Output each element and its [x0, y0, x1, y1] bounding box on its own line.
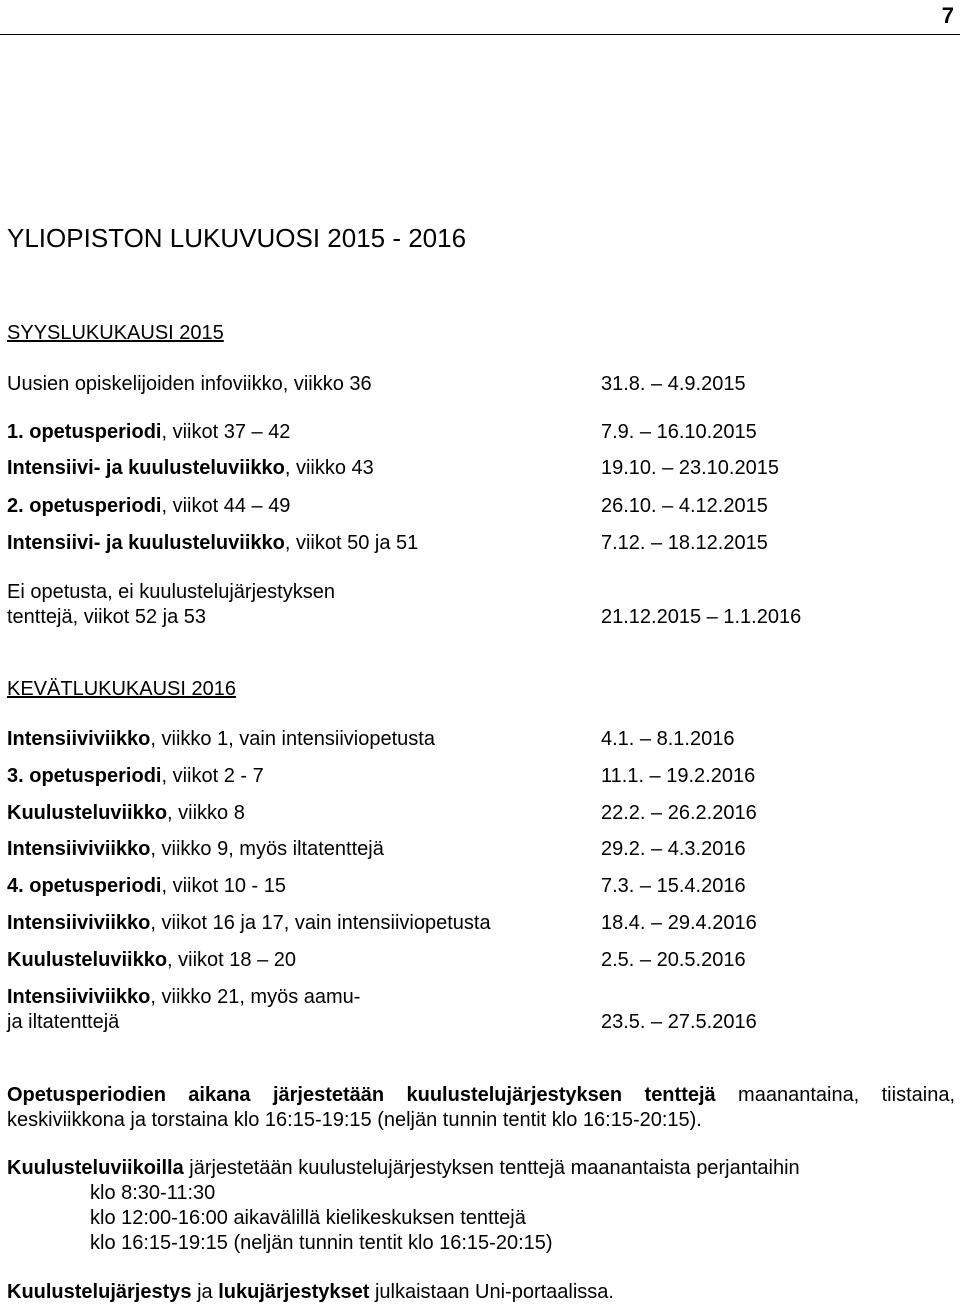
spring-row — [7, 948, 296, 972]
row-label: , viikot 18 – 20 — [167, 949, 296, 971]
autumn-row — [7, 456, 374, 480]
autumn-row-date: 26.10. – 4.12.2015 — [601, 495, 768, 517]
spring-row — [7, 911, 491, 935]
spring-row-date: 23.5. – 27.5.2016 — [601, 1011, 757, 1033]
spring-row-date: 11.1. – 19.2.2016 — [601, 765, 756, 787]
autumn-row — [7, 494, 290, 518]
row-label-bold: 4. opetusperiodi — [7, 875, 162, 897]
no-teaching-line1: Ei opetusta, ei kuulustelujärjestyksen — [7, 581, 335, 603]
note-time-line: klo 12:00-16:00 aikavälillä kielikeskuksen tenttejä — [90, 1207, 526, 1229]
row-label: , viikko 8 — [167, 802, 245, 824]
row-label: , viikot 10 - 15 — [161, 875, 286, 897]
row-label-bold: 2. opetusperiodi — [7, 495, 162, 517]
note-bold: Kuulusteluviikoilla — [7, 1157, 184, 1179]
note-time-line: klo 16:15-19:15 (neljän tunnin tentit klo 16:15-20:15) — [90, 1232, 553, 1254]
no-teaching-date: 21.12.2015 – 1.1.2016 — [601, 606, 802, 628]
autumn-row-date: 7.12. – 18.12.2015 — [601, 532, 768, 554]
spring-row-date: 29.2. – 4.3.2016 — [601, 838, 746, 860]
row-label: , viikot 50 ja 51 — [284, 532, 419, 554]
note-line — [7, 1156, 955, 1181]
page-header — [0, 0, 960, 35]
spring-row — [7, 764, 264, 788]
spring-row-date: 22.2. – 26.2.2016 — [601, 802, 757, 824]
no-teaching-line2: tenttejä, viikot 52 ja 53 — [7, 606, 207, 628]
row-label: , viikko 9, myös iltatenttejä — [150, 838, 384, 860]
row-label-bold: Intensiiviviikko — [7, 728, 151, 750]
row-label-bold: Intensiiviviikko — [7, 986, 151, 1008]
row-label: , viikko 43 — [284, 457, 374, 479]
spring-last-line2: ja iltatenttejä — [7, 1011, 120, 1033]
row-label: , viikot 16 ja 17, vain intensiiviopetusta — [150, 912, 491, 934]
note-text: maanantaina, tiistaina, keskiviikkona ja torstaina klo 16:15-19:15 (neljän tunnin tentit klo 16:15-20:15). — [7, 1084, 955, 1131]
spring-row — [7, 801, 245, 825]
row-label: , viikot 44 – 49 — [161, 495, 291, 517]
autumn-row-date: 19.10. – 23.10.2015 — [601, 457, 779, 479]
autumn-row — [7, 531, 418, 555]
row-label: Uusien opiskelijoiden infoviikko, viikko 36 — [7, 373, 372, 395]
row-label-bold: Intensiivi- ja kuulusteluviikko — [7, 457, 285, 479]
row-label-bold: 3. opetusperiodi — [7, 765, 162, 787]
row-label: , viikot 37 – 42 — [161, 421, 291, 443]
row-label: , viikko 1, vain intensiiviopetusta — [150, 728, 435, 750]
page-number: 7 — [941, 3, 954, 28]
note-text: julkaistaan Uni-portaalissa. — [369, 1281, 614, 1303]
row-label-bold: 1. opetusperiodi — [7, 421, 162, 443]
page-title: YLIOPISTON LUKUVUOSI 2015 - 2016 — [7, 223, 467, 253]
row-label-bold: Intensiiviviikko — [7, 838, 151, 860]
row-label: , viikko 21, myös aamu- — [150, 986, 361, 1008]
note-text: järjestetään kuulustelujärjestyksen tenttejä maanantaista perjantaihin — [183, 1157, 800, 1179]
autumn-row — [7, 372, 372, 396]
row-label-bold: Intensiiviviikko — [7, 912, 151, 934]
spring-row-date: 4.1. – 8.1.2016 — [601, 728, 735, 750]
row-label: , viikot 2 - 7 — [161, 765, 264, 787]
spring-row — [7, 727, 435, 751]
exam-note-portal — [7, 1280, 955, 1305]
note-time-line: klo 8:30-11:30 — [90, 1182, 216, 1204]
spring-row-date: 18.4. – 29.4.2016 — [601, 912, 757, 934]
row-label-bold: Kuulusteluviikko — [7, 949, 168, 971]
note-bold: Kuulustelujärjestys — [7, 1281, 192, 1303]
spring-row-date: 7.3. – 15.4.2016 — [601, 875, 746, 897]
exam-note-periods — [7, 1083, 955, 1133]
row-label-bold: Kuulusteluviikko — [7, 802, 168, 824]
autumn-row-date: 7.9. – 16.10.2015 — [601, 421, 757, 443]
autumn-row — [7, 420, 290, 444]
spring-last-line1 — [7, 985, 360, 1009]
spring-row — [7, 837, 384, 861]
spring-heading: KEVÄTLUKUKAUSI 2016 — [7, 678, 236, 700]
exam-note-weeks — [7, 1156, 955, 1256]
spring-row — [7, 874, 286, 898]
autumn-row-date: 31.8. – 4.9.2015 — [601, 373, 746, 395]
row-label-bold: Intensiivi- ja kuulusteluviikko — [7, 532, 285, 554]
autumn-heading: SYYSLUKUKAUSI 2015 — [7, 322, 224, 344]
note-bold: lukujärjestykset — [218, 1281, 370, 1303]
note-text: ja — [191, 1281, 219, 1303]
spring-row-date: 2.5. – 20.5.2016 — [601, 949, 746, 971]
note-bold: Opetusperiodien aikana järjestetään kuulustelujärjestyksen tenttejä — [7, 1084, 716, 1106]
